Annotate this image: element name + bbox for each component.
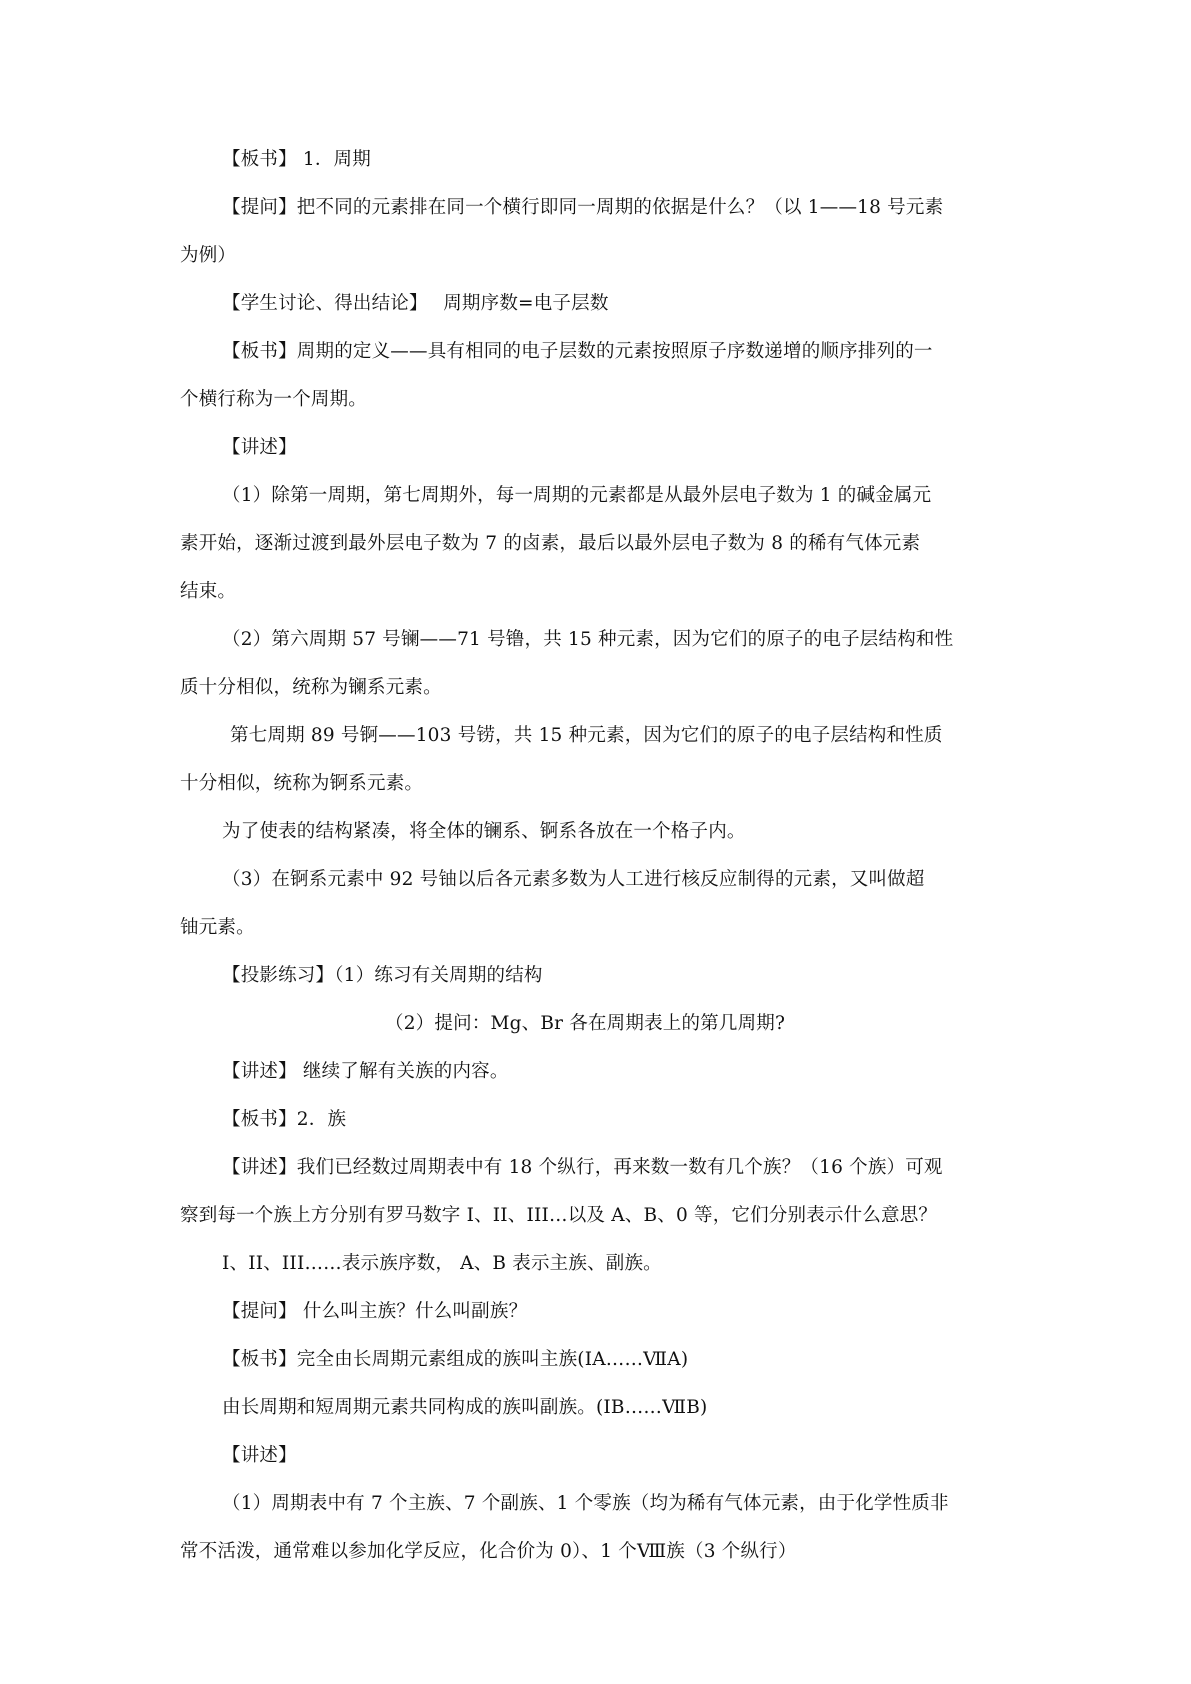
text-line: （1）除第一周期，第七周期外，每一周期的元素都是从最外层电子数为 1 的碱金属元 xyxy=(222,485,932,506)
text-line: 由长周期和短周期元素共同构成的族叫副族。(ⅠB……ⅦB) xyxy=(222,1397,708,1418)
text-line: 结束。 xyxy=(180,581,237,602)
text-line: 【讲述】我们已经数过周期表中有 18 个纵行，再来数一数有几个族？（16 个族）可观 xyxy=(222,1157,943,1178)
text-line: （2）提问：Mg、Br 各在周期表上的第几周期? xyxy=(385,1013,786,1034)
text-line: 【讲述】 xyxy=(222,1445,297,1466)
text-line: I、II、III……表示族序数， A、B 表示主族、副族。 xyxy=(222,1253,662,1274)
text-line: 为例） xyxy=(180,245,237,266)
text-line: 素开始，逐渐过渡到最外层电子数为 7 的卤素，最后以最外层电子数为 8 的稀有气体元素 xyxy=(180,533,921,554)
text-line: 【讲述】 继续了解有关族的内容。 xyxy=(222,1061,509,1082)
text-line: 【板书】2．族 xyxy=(222,1109,347,1130)
text-line: 【提问】把不同的元素排在同一个横行即同一周期的依据是什么？（以 1——18 号元素 xyxy=(222,197,944,218)
text-line: 【板书】 1．周期 xyxy=(222,149,371,170)
text-line: 【学生讨论、得出结论】 周期序数=电子层数 xyxy=(222,293,609,314)
text-line: 个横行称为一个周期。 xyxy=(180,389,368,410)
text-line: （2）第六周期 57 号镧——71 号镥，共 15 种元素，因为它们的原子的电子层结构和性 xyxy=(222,629,954,650)
text-line: 铀元素。 xyxy=(180,917,255,938)
text-line: 察到每一个族上方分别有罗马数字 I、II、III…以及 A、B、0 等，它们分别表示什么意思？ xyxy=(180,1205,938,1226)
text-line: 第七周期 89 号锕——103 号铹，共 15 种元素，因为它们的原子的电子层结构和性质 xyxy=(230,725,943,746)
text-line: 【投影练习】（1）练习有关周期的结构 xyxy=(222,965,543,986)
text-line: 【板书】周期的定义——具有相同的电子层数的元素按照原子序数递增的顺序排列的一 xyxy=(222,341,933,362)
text-line: 【讲述】 xyxy=(222,437,297,458)
text-line: 十分相似，统称为锕系元素。 xyxy=(180,773,424,794)
text-line: （3）在锕系元素中 92 号铀以后各元素多数为人工进行核反应制得的元素，又叫做超 xyxy=(222,869,925,890)
text-line: 【板书】完全由长周期元素组成的族叫主族(ⅠA……ⅦA) xyxy=(222,1349,689,1370)
text-line: （1）周期表中有 7 个主族、7 个副族、1 个零族（均为稀有气体元素，由于化学性质非 xyxy=(222,1493,949,1514)
text-line: 【提问】 什么叫主族？什么叫副族？ xyxy=(222,1301,528,1322)
text-line: 质十分相似，统称为镧系元素。 xyxy=(180,677,442,698)
text-line: 常不活泼，通常难以参加化学反应，化合价为 0）、1 个Ⅷ族（3 个纵行） xyxy=(180,1541,797,1562)
text-line: 为了使表的结构紧凑，将全体的镧系、锕系各放在一个格子内。 xyxy=(222,821,746,842)
